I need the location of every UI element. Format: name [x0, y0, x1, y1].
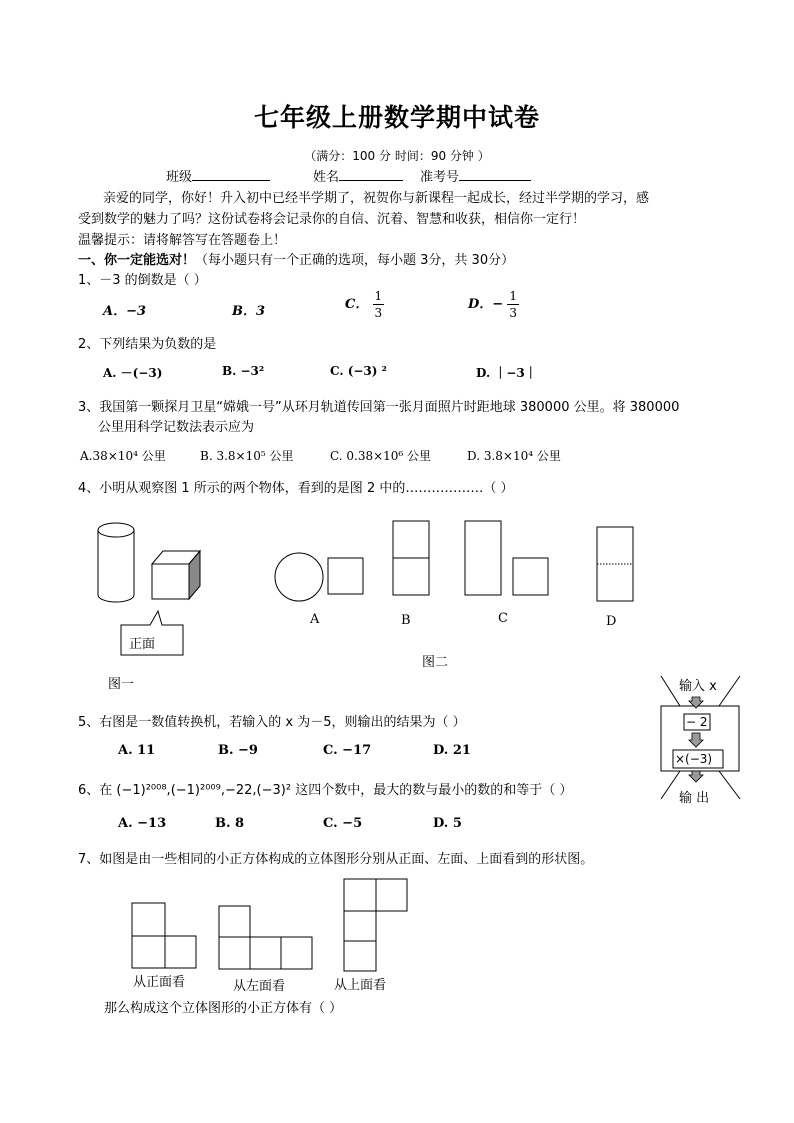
option-a-label: A [310, 612, 320, 627]
q5-option-c: C. −17 [323, 743, 372, 758]
q3-option-a: A.38×10⁴ 公里 [80, 449, 166, 463]
q3-option-b: B. 3.8×10⁵ 公里 [200, 449, 294, 463]
machine-step-multiply: ×(−3) [675, 752, 713, 766]
option-b-label: B [401, 613, 411, 628]
left-view-caption: 从左面看 [233, 979, 286, 994]
front-label: 正面 [129, 637, 156, 652]
q3-stem-line-2: 公里用科学记数法表示应为 [98, 420, 255, 435]
front-view-caption: 从正面看 [133, 975, 186, 990]
exam-number-label: 准考号 [420, 170, 460, 185]
fraction-denominator: 3 [374, 306, 383, 320]
q2-stem: 2、下列结果为负数的是 [78, 337, 217, 352]
q2-option-d: D. ｜−3｜ [476, 366, 537, 380]
q5-stem: 5、右图是一数值转换机，若输入的 x 为－5，则输出的结果为（ ） [78, 715, 466, 730]
top-view-caption: 从上面看 [334, 978, 387, 993]
front-view-grid [132, 903, 196, 968]
top-view-grid [344, 879, 407, 971]
machine-output-label: 输 出 [679, 791, 710, 806]
fraction-numerator: 1 [374, 289, 383, 303]
machine-input-label: 输入 x [679, 679, 717, 694]
section-1-title: 一、你一定能选对！ [78, 253, 196, 268]
q3-option-d: D. 3.8×10⁴ 公里 [467, 449, 561, 463]
q7-question: 那么构成这个立体图形的小正方体有（ ） [104, 1001, 343, 1016]
name-label: 姓名 [313, 170, 340, 185]
q1-option-a: A．−3 [103, 304, 147, 319]
q5-option-d: D. 21 [433, 743, 471, 758]
tip-text: 温馨提示：请将解答写在答题卷上！ [78, 233, 287, 248]
intro-line-2: 受到数学的魅力了吗？这份试卷将会记录你的自信、沉着、智慧和收获，相信你一定行！ [78, 212, 586, 227]
left-view-grid [219, 906, 312, 969]
q2-option-c: C. (−3) ² [330, 364, 387, 378]
fraction-numerator: 1 [509, 289, 517, 303]
page-title: 七年级上册数学期中试卷 [253, 103, 540, 132]
q6-option-d: D. 5 [433, 816, 462, 831]
q2-option-b: B. −3² [222, 364, 265, 378]
exam-subtitle: （满分：100 分 时间：90 分钟 ） [304, 149, 490, 163]
figure-1-caption: 图一 [108, 677, 135, 692]
q7-stem: 7、如图是由一些相同的小正方体构成的立体图形分别从正面、左面、上面看到的形状图。 [78, 852, 594, 867]
q1-option-b: B．3 [232, 304, 266, 319]
figure-2-caption: 图二 [422, 655, 449, 670]
q3-option-c: C. 0.38×10⁶ 公里 [330, 449, 432, 463]
q1-option-c-prefix: C． [345, 297, 369, 312]
q6-option-b: B. 8 [215, 816, 245, 831]
machine-step-subtract: − 2 [686, 715, 708, 729]
q6-option-a: A. −13 [118, 816, 167, 831]
q6-option-c: C. −5 [323, 816, 363, 831]
q5-option-b: B. −9 [218, 743, 258, 758]
q5-option-a: A. 11 [118, 743, 156, 758]
q1-stem: 1、－3 的倒数是（ ） [78, 273, 207, 288]
q2-option-a: A. －(−3) [103, 366, 163, 380]
section-1-note: （每小题只有一个正确的选项，每小题 3分，共 30分） [195, 253, 515, 268]
option-d-label: D [606, 614, 617, 629]
intro-line-1: 亲爱的同学，你好！升入初中已经半学期了，祝贺你与新课程一起成长，经过半学期的学习，感 [103, 191, 650, 206]
class-label: 班级 [166, 170, 193, 185]
q6-stem: 6、在 (−1)²⁰⁰⁸,(−1)²⁰⁰⁹,−22,(−3)² 这四个数中，最大的数与最小的数的和等于（ ） [78, 783, 573, 798]
fraction-denominator: 3 [509, 306, 517, 320]
option-c-label: C [498, 611, 508, 626]
q3-stem-line-1: 3、我国第一颗探月卫星“嫦娥一号”从环月轨道传回第一张月面照片时距地球 380000 公里。将 380000 [78, 400, 680, 415]
q1-option-d-prefix: D．− [468, 297, 504, 312]
q4-stem: 4、小明从观察图 1 所示的两个物体，看到的是图 2 中的………………（ ） [78, 481, 514, 496]
